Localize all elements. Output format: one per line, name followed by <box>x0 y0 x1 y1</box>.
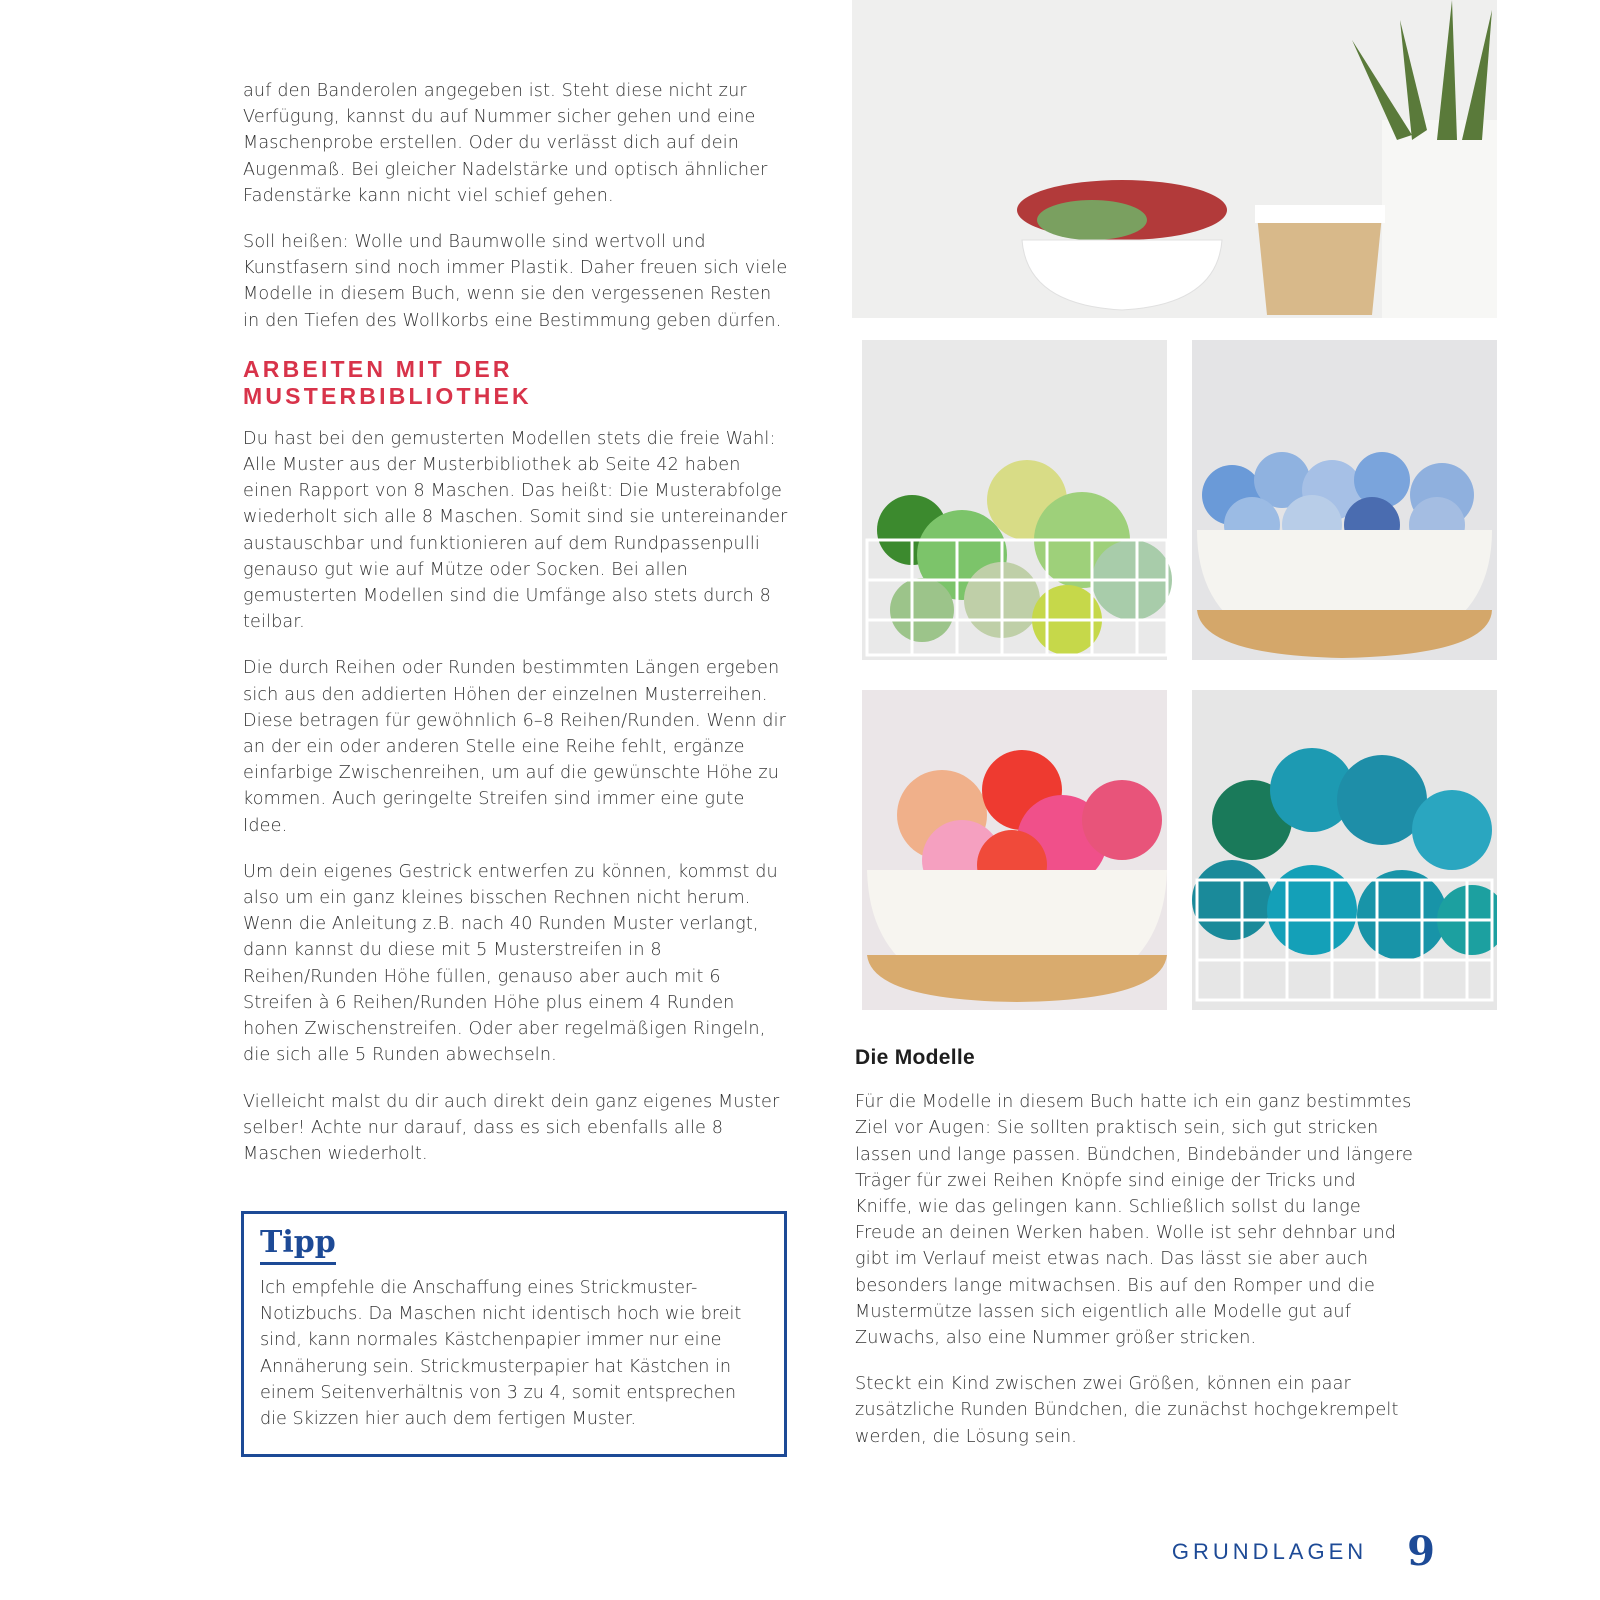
yarn-shelf-photo <box>852 0 1497 1022</box>
subheading: Die Modelle <box>855 1046 975 1069</box>
page-footer <box>1172 1528 1435 1575</box>
paragraph: Für die Modelle in diesem Buch hatte ich ein ganz bestimmtes Ziel vor Augen: Sie sollten praktisch sein, sich gut stricken lassen und lange passen. Bündchen, Bindebänder und längere Träger für zwei Reihen Knöpfe sind einige der Tricks und Kniffe, wie das gelingen kann. Schließlich sollst du lange Freude an deinen Werken haben. Wolle ist sehr dehnbar und gibt im Verlauf meist etwas nach. Das lässt sie aber auch besonders lange mitwachsen. Bis auf den Romper und die Mustermütze lassen sich eigentlich alle Modelle gut auf Zuwachs, also eine Nummer größer stricken. <box>855 1092 1413 1349</box>
section-heading-line: MUSTERBIBLIOTHEK <box>243 382 532 409</box>
right-column <box>855 1045 1415 1470</box>
paragraph: Um dein eigenes Gestrick entwerfen zu können, kommst du also um ein ganz kleines bisschen Rechnen nicht herum. Wenn die Anleitung z.B. nach 40 Runden Muster verlangt, dann kannst du diese mit 5 Musterstreifen in 8 Reihen/Runden Höhe füllen, genauso aber auch mit 6 Streifen à 6 Reihen/Runden Höhe plus einem 4 Runden hohen Zwischenstreifen. Oder aber regelmäßigen Ringeln, die sich alle 5 Runden abwechseln. <box>243 861 778 1066</box>
section-heading-line: ARBEITEN MIT DER <box>243 355 513 382</box>
paragraph: Die durch Reihen oder Runden bestimmten Längen ergeben sich aus den addierten Höhen der einzelnen Musterreihen. Diese betragen für gewöhnlich 6–8 Reihen/Runden. Wenn dir an der ein oder anderen Stelle eine Reihe fehlt, ergänze einfarbige Zwischenreihen, um auf die gewünschte Höhe zu kommen. Auch geringelte Streifen sind immer eine gute Idee. <box>243 658 787 836</box>
tip-title: Tipp <box>260 1226 336 1265</box>
paragraph: Soll heißen: Wolle und Baumwolle sind wertvoll und Kunstfasern sind noch immer Plastik. Daher freuen sich viele Modelle in diesem Buch, wenn sie den vergessenen Resten in den Tiefen des Wollkorbs eine Bestimmung geben dürfen. <box>243 232 788 331</box>
chapter-label: GRUNDLAGEN <box>1171 1538 1368 1564</box>
tip-box <box>241 1211 787 1457</box>
section-heading <box>243 356 788 410</box>
paragraph: Vielleicht malst du dir auch direkt dein ganz eigenes Muster selber! Achte nur darauf, dass es sich ebenfalls alle 8 Maschen wiederholt. <box>243 1091 780 1164</box>
paragraph: Du hast bei den gemusterten Modellen stets die freie Wahl: Alle Muster aus der Musterbibliothek ab Seite 42 haben einen Rapport von 8 Maschen. Das heißt: Die Musterabfolge wiederholt sich alle 8 Maschen. Somit sind sie untereinander austauschbar und funktionieren auf dem Rundpassenpulli genauso gut wie auf Mütze oder Socken. Bei allen gemusterten Modellen sind die Umfänge also stets durch 8 teilbar. <box>243 428 788 633</box>
paragraph: auf den Banderolen angegeben ist. Steht diese nicht zur Verfügung, kannst du auf Nummer sicher gehen und eine Maschenprobe erstellen. Oder du verlässt dich auf dein Augenmaß. Bei gleicher Nadelstärke und optisch ähnlicher Fadenstärke kann nicht viel schief gehen. <box>243 81 768 206</box>
page-number: 9 <box>1407 1528 1435 1575</box>
left-column <box>243 78 788 1187</box>
paragraph: Steckt ein Kind zwischen zwei Größen, können ein paar zusätzliche Runden Bündchen, die zunächst hochgekrempelt werden, die Lösung sein. <box>855 1374 1399 1447</box>
tip-text: Ich empfehle die Anschaffung eines Strickmuster-Notizbuchs. Da Maschen nicht identisch hoch wie breit sind, kann normales Kästchenpapier immer nur eine Annäherung sein. Strickmusterpapier hat Kästchen in einem Seitenverhältnis von 3 zu 4, somit entsprechen die Skizzen hier auch dem fertigen Muster. <box>260 1278 742 1430</box>
